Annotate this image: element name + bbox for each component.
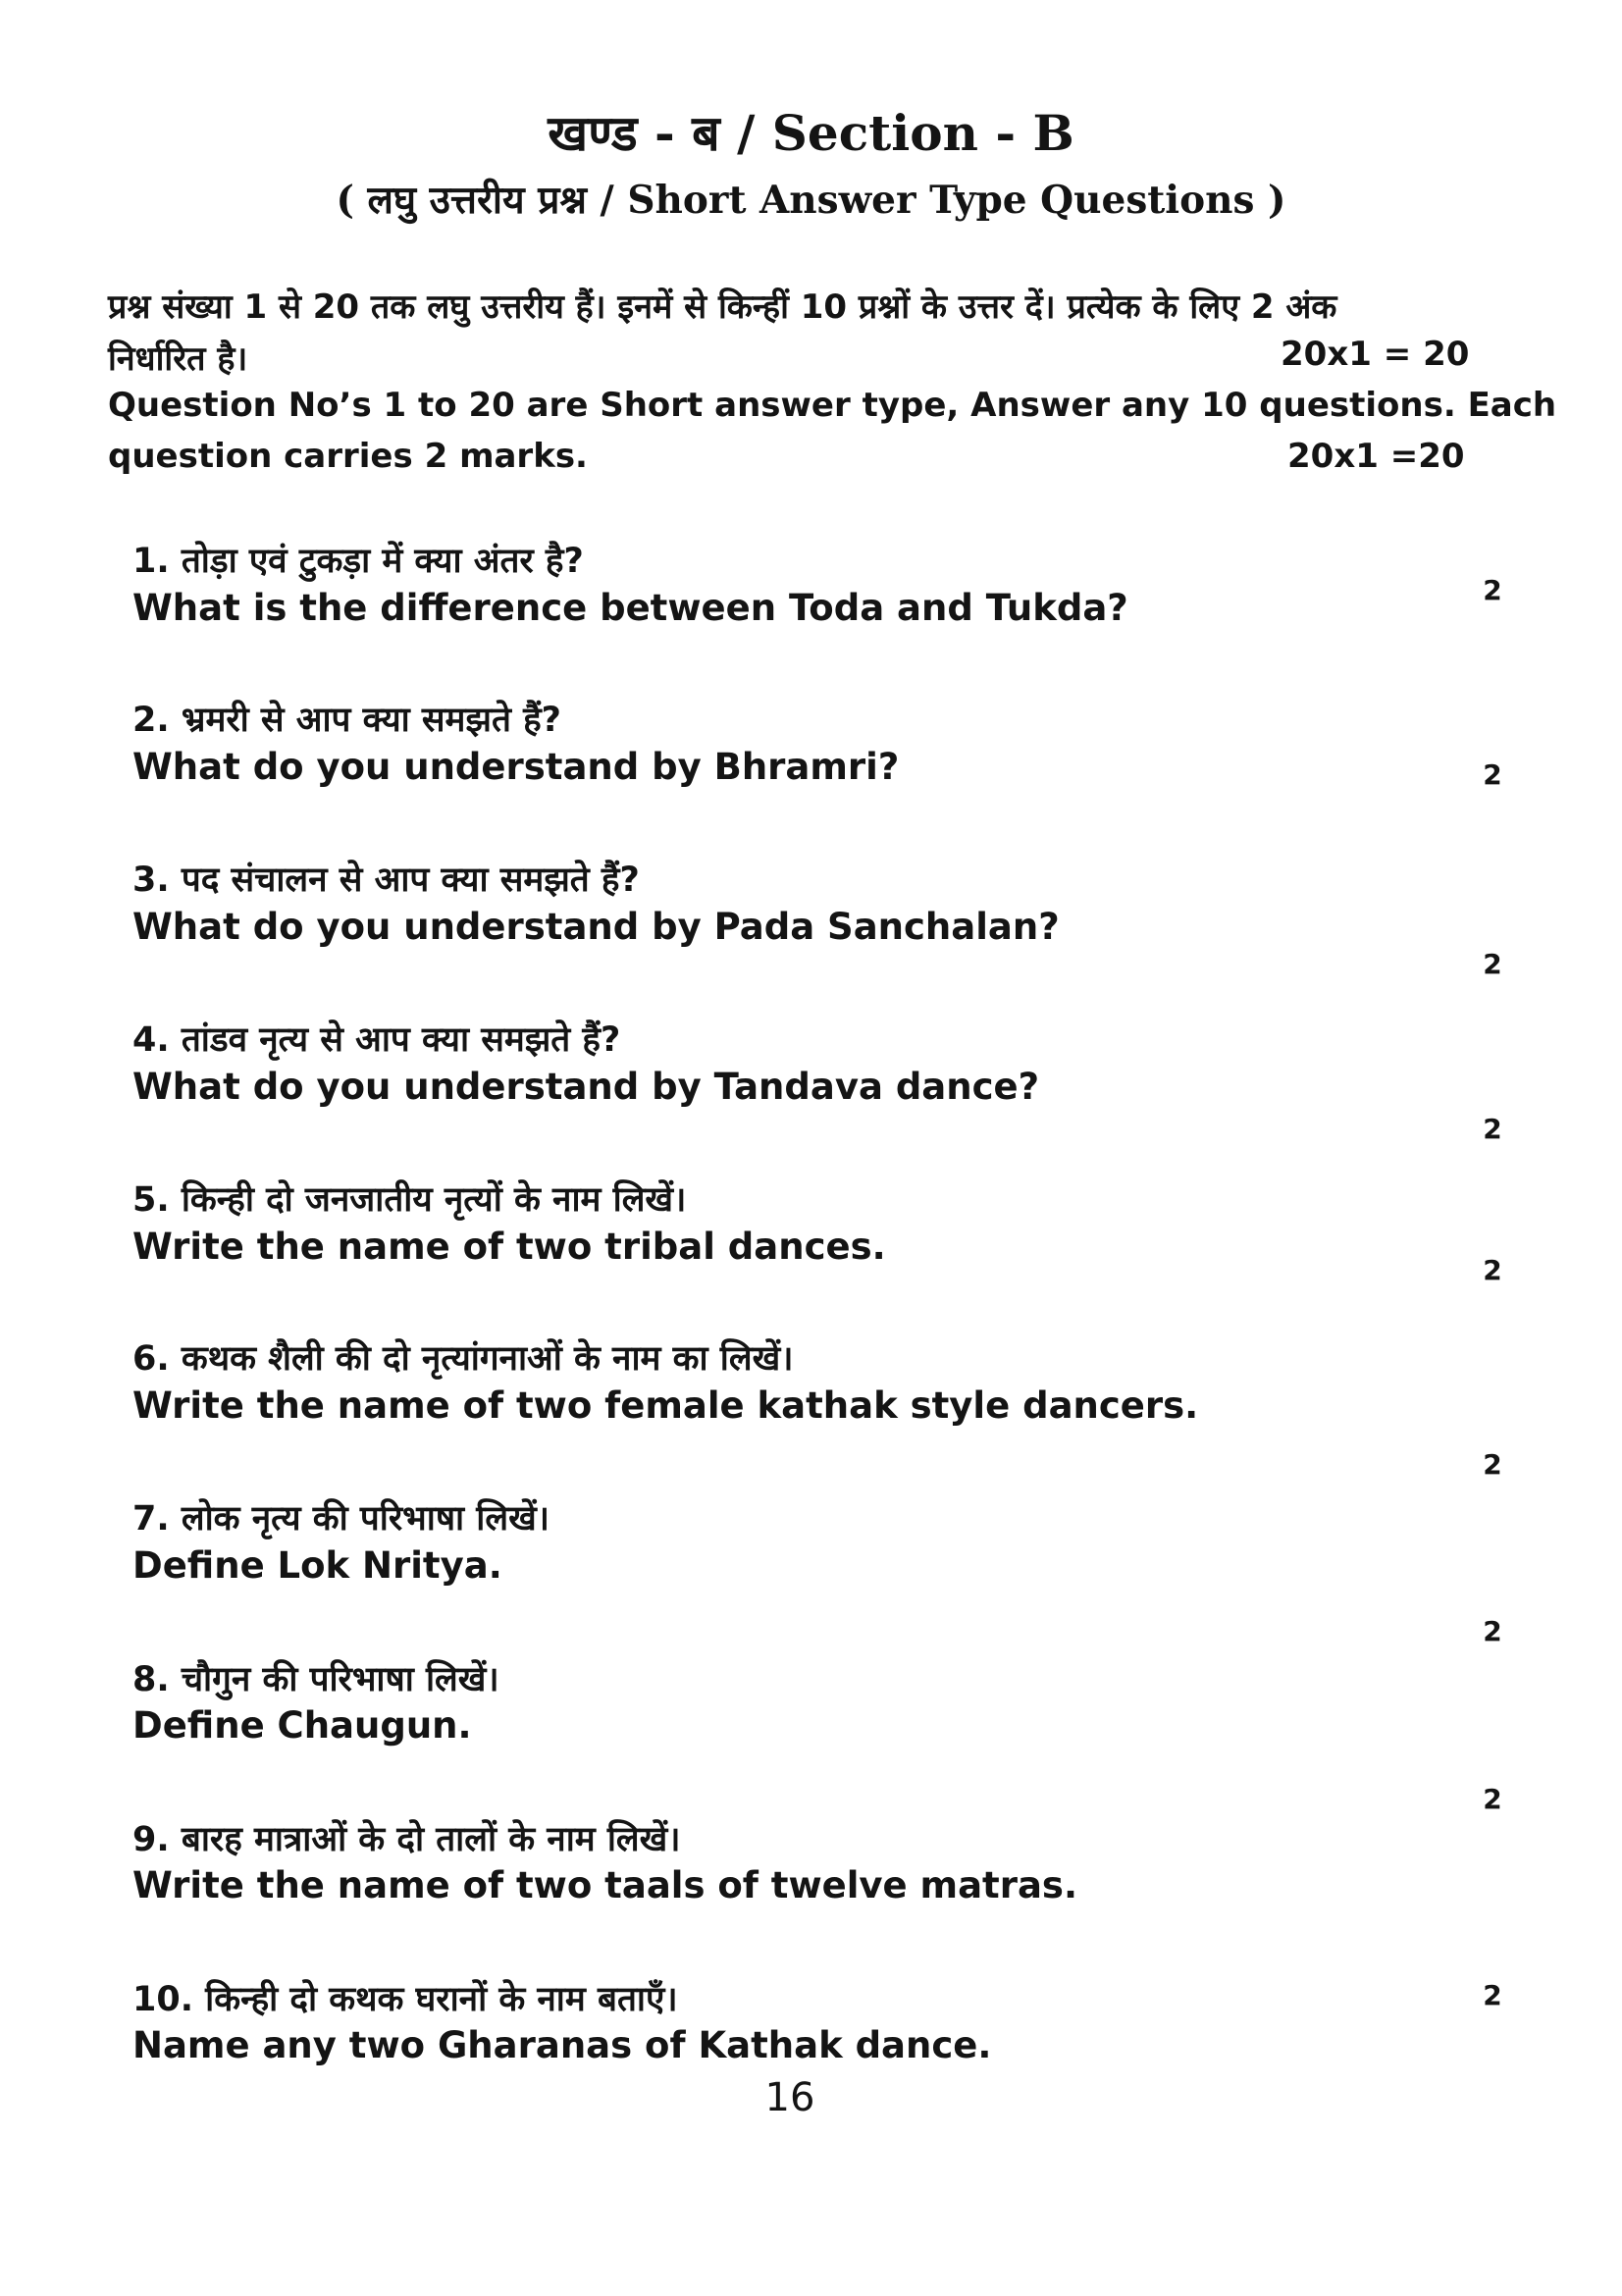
instructions-english-line2: question carries 2 marks.: [108, 437, 588, 476]
question-4-marks: 2: [1483, 1113, 1502, 1145]
question-6-marks: 2: [1483, 1448, 1502, 1481]
question-8-hindi: 8. चौगुन की परिभाषा लिखें।: [132, 1660, 499, 1699]
instructions-english-line1: Question No’s 1 to 20 are Short answer type, Answer any 10 questions. Each: [108, 386, 1557, 425]
question-1-hindi: 1. तोड़ा एवं टुकड़ा में क्या अंतर है?: [132, 542, 584, 581]
question-2-marks: 2: [1483, 758, 1502, 791]
question-9-hindi: 9. बारह मात्राओं के दो तालों के नाम लिखें।: [132, 1820, 681, 1859]
question-4-english: What do you understand by Tandava dance?: [132, 1066, 1040, 1108]
instructions-english-marks: 20x1 =20: [1287, 437, 1465, 476]
question-2-hindi: 2. भ्रमरी से आप क्या समझते हैं?: [132, 701, 561, 740]
page-number: 16: [764, 2075, 815, 2120]
instructions-hindi-marks: 20x1 = 20: [1281, 335, 1470, 374]
question-4-hindi: 4. तांडव नृत्य से आप क्या समझते हैं?: [132, 1020, 621, 1060]
question-9-marks: 2: [1483, 1979, 1502, 2011]
question-2-english: What do you understand by Bhramri?: [132, 746, 900, 788]
question-5-marks: 2: [1483, 1254, 1502, 1286]
question-5-english: Write the name of two tribal dances.: [132, 1226, 886, 1268]
question-6-english: Write the name of two female kathak style dancers.: [132, 1384, 1199, 1427]
section-title: खण्ड - ब / Section - B: [548, 104, 1074, 162]
question-8-marks: 2: [1483, 1783, 1502, 1815]
question-3-english: What do you understand by Pada Sanchalan?: [132, 906, 1060, 948]
question-6-hindi: 6. कथक शैली की दो नृत्यांगनाओं के नाम का लिखें।: [132, 1339, 794, 1379]
question-1-marks: 2: [1483, 574, 1502, 606]
question-5-hindi: 5. किन्ही दो जनजातीय नृत्यों के नाम लिखें।: [132, 1180, 687, 1220]
question-10-hindi: 10. किन्ही दो कथक घरानों के नाम बताएँ।: [132, 1980, 678, 2019]
question-7-marks: 2: [1483, 1615, 1502, 1647]
instructions-hindi-line2: निर्धारित है।: [108, 339, 248, 379]
instructions-hindi-line1: प्रश्न संख्या 1 से 20 तक लघु उत्तरीय हैं। इनमें से किन्हीं 10 प्रश्नों के उत्तर दें। प्रत्येक के लिए 2 अंक: [108, 287, 1337, 327]
question-8-english: Define Chaugun.: [132, 1704, 472, 1747]
question-10-english: Name any two Gharanas of Kathak dance.: [132, 2024, 992, 2066]
question-7-english: Define Lok Nritya.: [132, 1544, 502, 1587]
question-3-hindi: 3. पद संचालन से आप क्या समझते हैं?: [132, 861, 640, 900]
section-subtitle: ( लघु उत्तरीय प्रश्न / Short Answer Type Questions ): [336, 178, 1286, 223]
question-1-english: What is the difference between Toda and Tukda?: [132, 587, 1128, 629]
question-7-hindi: 7. लोक नृत्य की परिभाषा लिखें।: [132, 1499, 549, 1539]
question-3-marks: 2: [1483, 948, 1502, 980]
question-9-english: Write the name of two taals of twelve matras.: [132, 1864, 1078, 1906]
